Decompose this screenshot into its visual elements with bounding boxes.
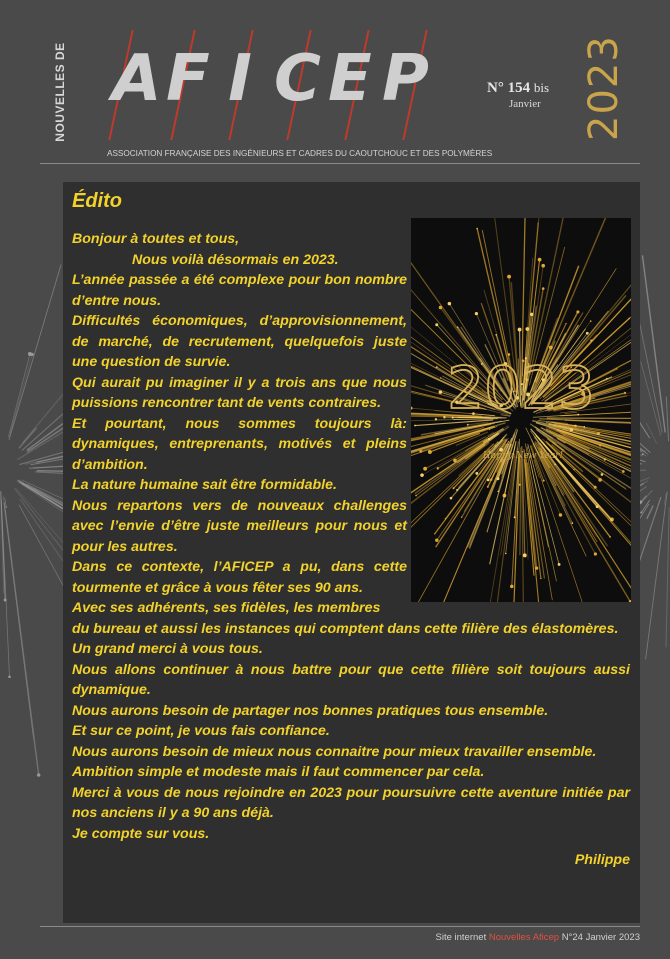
issue-suffix: bis [533, 80, 550, 95]
logo-letter: I [228, 42, 266, 116]
logo-letter: C [274, 42, 335, 116]
edito-line: Qui aurait pu imaginer il y a trois ans que nous puissions rencontrer tant de vents contraires. [72, 374, 407, 411]
edito-line: Merci à vous de nous rejoindre en 2023 pour poursuivre cette aventure initiée par nos anciens il y a 90 ans déjà. [72, 784, 630, 821]
edito-line: Et pourtant, nous sommes toujours là: dynamiques, entreprenants, motivés et pleins d’ambition. [72, 415, 407, 473]
edito-title: Édito [72, 190, 122, 212]
logo-letter: E [328, 42, 386, 116]
edito-line: Ambition simple et modeste mais il faut commencer par cela. [72, 764, 485, 780]
edito-line: Et sur ce point, je vous fais confiance. [72, 723, 330, 739]
edito-line: Avec ses adhérents, ses fidèles, les membres [72, 600, 381, 616]
footer [436, 932, 640, 943]
logo-letter: A [112, 42, 176, 116]
issue-month: Janvier [509, 98, 541, 110]
issue-number: N° 154 bis [487, 80, 550, 96]
edito-line: Je compte sur vous. [72, 825, 210, 842]
footer-divider [40, 926, 640, 927]
edito-line: Dans ce contexte, l’AFICEP a pu, dans cette tourmente et grâce à vous fêter ses 90 ans. [72, 559, 407, 596]
edito-line: Un grand merci à vous tous. [72, 641, 263, 657]
edito-line: Difficultés économiques, d’approvisionnement, de marché, de recrutement, quelquefois juste une question de survie. [72, 313, 407, 370]
logo-letter: F [166, 42, 224, 116]
vertical-title: NOUVELLES DE [53, 42, 67, 142]
edito-line: Nous voilà désormais en 2023. [132, 251, 339, 268]
website-link[interactable]: Nouvelles Aficep [488, 932, 560, 943]
logo-letter: P [382, 42, 443, 116]
edito-line: Bonjour à toutes et tous, [72, 231, 240, 247]
signature: Philippe [574, 852, 630, 868]
header-divider [40, 163, 640, 164]
edito-line: Nous repartons vers de nouveaux challenges avec l’envie d’être juste meilleurs pour nous et pour les autres. [72, 497, 407, 555]
edito-line: L’année passée a été complexe pour bon nombre d’entre nous. [72, 272, 407, 309]
edito-line: Nous allons continuer à nous battre pour que cette filière soit toujours aussi dynamique. [72, 661, 630, 698]
aficep-logo [112, 30, 472, 145]
edito-line: Nous aurons besoin de mieux nous connaitre pour mieux travailler ensemble. [72, 743, 597, 760]
footer-issue: N°24 Janvier 2023 [561, 932, 640, 943]
edito-line: La nature humaine sait être formidable. [72, 477, 337, 493]
new-year-caption: Happy New Year! [482, 451, 564, 461]
new-year-number: 2023 [447, 354, 595, 422]
edito-line: du bureau et aussi les instances qui comptent dans cette filière des élastomères. [72, 620, 619, 637]
footer-prefix: Site internet [435, 932, 487, 943]
association-name: ASSOCIATION FRANÇAISE DES INGÉNIEURS ET CADRES DU CAOUTCHOUC ET DES POLYMÈRES [107, 149, 493, 158]
edito-body [72, 229, 630, 871]
edito-line: Nous aurons besoin de partager nos bonnes pratiques tous ensemble. [72, 702, 549, 719]
issue-year: 2023 [581, 35, 627, 141]
